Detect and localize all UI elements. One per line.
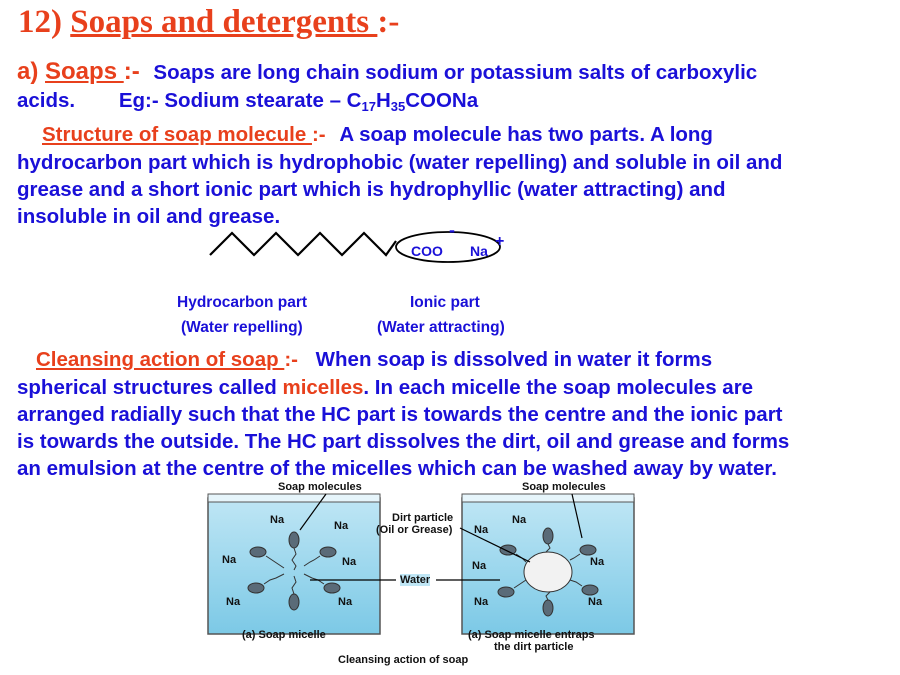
na-right-2: Na (474, 524, 489, 536)
minus-sign: - (449, 220, 455, 240)
na-right-5: Na (474, 596, 489, 608)
na-left-5: Na (226, 596, 241, 608)
soaps-label: Soaps (45, 58, 124, 85)
cleansing-heading-line (36, 348, 712, 372)
na-left-1: Na (270, 514, 285, 526)
title-number: 12) (18, 4, 62, 40)
hydrocarbon-part-sub: (Water repelling) (181, 319, 303, 336)
caption-right-1: (a) Soap micelle entraps (468, 629, 595, 641)
caption-left: (a) Soap micelle (242, 629, 326, 641)
na-right-4: Na (590, 556, 605, 568)
page-title (18, 4, 399, 41)
right-beaker (462, 494, 634, 634)
soaps-definition-line (17, 58, 757, 86)
structure-heading-line (42, 123, 713, 147)
structure-line-2: hydrocarbon part which is hydrophobic (water repelling) and soluble in oil and (17, 151, 783, 174)
cleansing-line2-post: . In each micelle the soap molecules are (363, 376, 754, 399)
title-suffix: :- (377, 4, 400, 40)
example-mid: H (375, 89, 391, 112)
soap-molecules-left-label: Soap molecules (278, 481, 362, 493)
na-label: Na (470, 243, 488, 259)
soaps-example-line (17, 89, 478, 114)
dirt-particle (524, 552, 572, 592)
cleansing-line-4: is towards the outside. The HC part dissolves the dirt, oil and grease and forms (17, 430, 790, 453)
cleansing-line2-pre: spherical structures called (17, 376, 283, 399)
figure-caption: Cleansing action of soap (338, 654, 469, 666)
soaps-label-suffix: :- (123, 58, 140, 85)
example-prefix: Eg:- Sodium stearate – C (118, 89, 362, 112)
example-end: COONa (405, 89, 479, 112)
cleansing-line-2 (17, 376, 753, 400)
dirt-particle-label-2: (Oil or Grease) (376, 524, 453, 536)
na-left-6: Na (338, 596, 353, 608)
na-right-1: Na (512, 514, 527, 526)
ionic-part-sub: (Water attracting) (377, 319, 505, 336)
cleansing-heading-suffix: :- (284, 348, 298, 371)
soaps-line2-start: acids. (17, 89, 76, 112)
hydrocarbon-part-label: Hydrocarbon part (177, 294, 308, 311)
ionic-part-label: Ionic part (410, 294, 480, 311)
cleansing-heading: Cleansing action of soap (36, 348, 285, 371)
dirt-particle-label-1: Dirt particle (392, 512, 454, 524)
soaps-label-prefix: a) (17, 58, 46, 85)
title-main: Soaps and detergents (70, 4, 378, 40)
na-left-4: Na (342, 556, 357, 568)
na-right-3: Na (472, 560, 487, 572)
cleansing-line-5: an emulsion at the centre of the micelles which can be washed away by water. (17, 457, 777, 480)
structure-line-1: A soap molecule has two parts. A long (339, 123, 713, 146)
cleansing-line-1: When soap is dissolved in water it forms (315, 348, 713, 371)
cleansing-line-3: arranged radially such that the HC part is towards the centre and the ionic part (17, 403, 783, 426)
structure-heading-suffix: :- (311, 123, 326, 146)
caption-right-2: the dirt particle (494, 641, 574, 653)
structure-heading: Structure of soap molecule (42, 123, 312, 146)
structure-line-4: insoluble in oil and grease. (17, 205, 281, 228)
na-left-3: Na (222, 554, 237, 566)
soaps-definition: Soaps are long chain sodium or potassium salts of carboxylic (153, 61, 758, 84)
example-sub1: 17 (361, 99, 376, 114)
coo-label: COO (411, 243, 443, 259)
example-sub2: 35 (390, 99, 406, 114)
micelles-term: micelles (282, 376, 364, 399)
structure-line-3: grease and a short ionic part which is hydrophyllic (water attracting) and (17, 178, 726, 201)
water-label: Water (400, 574, 431, 586)
hydrocarbon-chain (210, 233, 396, 255)
na-right-6: Na (588, 596, 603, 608)
soap-molecules-right-label: Soap molecules (522, 481, 606, 493)
plus-sign: + (495, 233, 505, 250)
na-left-2: Na (334, 520, 349, 532)
soaps-example (119, 89, 478, 112)
